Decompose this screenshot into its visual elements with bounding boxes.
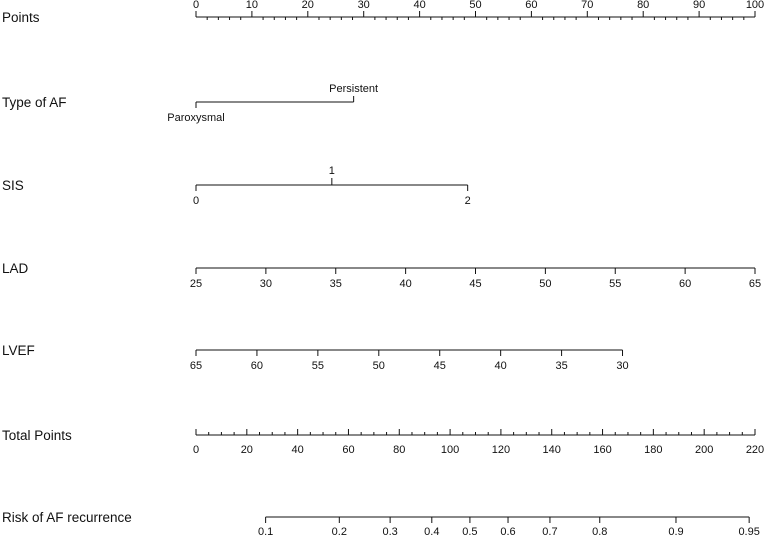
total-points-row-label: Total Points (2, 428, 72, 443)
total-points-tick-label: 0 (192, 444, 200, 456)
points-tick-label: 30 (357, 0, 370, 11)
risk-of-af-recurrence-tick-label: 0.6 (500, 526, 516, 536)
total-points-tick-label: 60 (342, 444, 355, 456)
points-row-label: Points (2, 10, 40, 25)
risk-of-af-recurrence-tick-label: 0.4 (424, 526, 440, 536)
total-points-tick-label: 80 (393, 444, 406, 456)
lvef-tick-label: 65 (189, 360, 203, 372)
sis-level-label: 1 (328, 165, 335, 177)
points-tick-label: 100 (745, 0, 765, 11)
sis-level-label: 2 (464, 195, 471, 207)
points-tick-label: 0 (192, 0, 200, 11)
risk-of-af-recurrence-row-label: Risk of AF recurrence (2, 510, 132, 525)
total-points-tick-label: 100 (440, 444, 460, 456)
total-points-tick-label: 220 (745, 444, 765, 456)
lad-tick-label: 25 (189, 278, 203, 290)
lvef-row-label: LVEF (2, 343, 35, 358)
lad-tick-label: 35 (329, 278, 342, 290)
lad-tick-label: 55 (609, 278, 622, 290)
risk-of-af-recurrence-tick-label: 0.8 (592, 526, 608, 536)
type-of-af-row-label: Type of AF (2, 95, 67, 110)
lad-tick-label: 65 (748, 278, 762, 290)
type-of-af-level-label: Persistent (329, 83, 379, 95)
lad-tick-label: 50 (539, 278, 552, 290)
lad-tick-label: 40 (399, 278, 412, 290)
points-tick-label: 10 (245, 0, 259, 11)
total-points-tick-label: 120 (491, 444, 511, 456)
risk-of-af-recurrence-tick-label: 0.2 (331, 526, 347, 536)
type-of-af-level-label: Paroxysmal (167, 112, 225, 124)
lvef-tick-label: 35 (555, 360, 568, 372)
total-points-tick-label: 180 (644, 444, 663, 456)
points-tick-label: 70 (581, 0, 594, 11)
total-points-tick-label: 200 (695, 444, 714, 456)
risk-of-af-recurrence-tick-label: 0.95 (738, 526, 760, 536)
points-tick-label: 60 (525, 0, 538, 11)
points-tick-label: 20 (301, 0, 314, 11)
points-tick-label: 80 (637, 0, 650, 11)
risk-of-af-recurrence-tick-label: 0.9 (668, 526, 684, 536)
lvef-tick-label: 30 (616, 360, 629, 372)
lvef-tick-label: 60 (250, 360, 264, 372)
total-points-tick-label: 160 (593, 444, 612, 456)
risk-of-af-recurrence-tick-label: 0.1 (257, 526, 274, 536)
lvef-tick-label: 45 (433, 360, 446, 372)
risk-of-af-recurrence-tick-label: 0.3 (382, 526, 398, 536)
lad-row-label: LAD (2, 261, 29, 276)
risk-of-af-recurrence-tick-label: 0.5 (462, 526, 478, 536)
lvef-tick-label: 50 (372, 360, 385, 372)
points-tick-label: 90 (692, 0, 706, 11)
points-tick-label: 50 (469, 0, 482, 11)
sis-level-label: 0 (192, 195, 200, 207)
points-tick-label: 40 (413, 0, 426, 11)
total-points-tick-label: 140 (542, 444, 561, 456)
lvef-tick-label: 55 (311, 360, 324, 372)
sis-row-label: SIS (2, 178, 24, 193)
lvef-tick-label: 40 (494, 360, 507, 372)
lad-tick-label: 60 (679, 278, 692, 290)
risk-of-af-recurrence-tick-label: 0.7 (542, 526, 558, 536)
total-points-tick-label: 40 (291, 444, 304, 456)
lad-tick-label: 45 (469, 278, 482, 290)
lad-tick-label: 30 (259, 278, 272, 290)
total-points-tick-label: 20 (240, 444, 253, 456)
